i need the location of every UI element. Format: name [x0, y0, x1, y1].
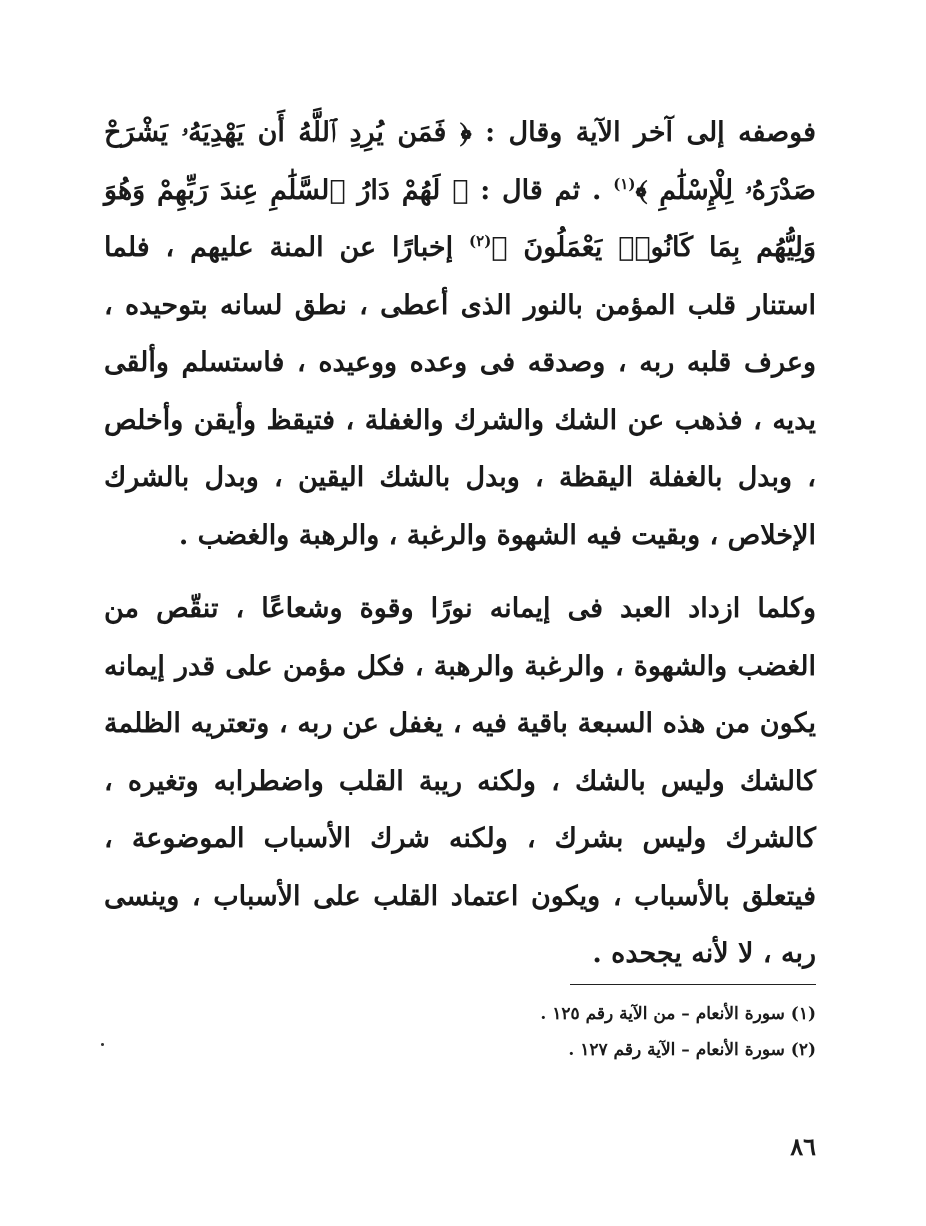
footnote-divider — [570, 984, 816, 985]
main-text — [104, 104, 816, 983]
footnote-ref-1: (١) — [613, 174, 636, 193]
scan-speck — [101, 1043, 104, 1046]
quran-verse-2: ﴿ لَهُمْ دَارُ ٱلسَّلَٰمِ عِندَ رَبِّهِمْ وَهُوَ وَلِيُّهُم بِمَا كَانُوا۟ يَعْمَلُونَ ﴾ — [104, 174, 817, 263]
quran-verse-1: ﴿ فَمَن يُرِدِ ٱللَّهُ أَن يَهْدِيَهُۥ يَشْرَحْ صَدْرَهُۥ لِلْإِسْلَٰمِ ﴾ — [104, 117, 816, 206]
paragraph-1-rest: إخبارًا عن المنة عليهم ، فلما استنار قلب المؤمن بالنور الذى أعطى ، نطق لسانه بتوحيده ، وعرف قلبه ربه ، وصدقه فى وعده ووعيده ، فاستسلم وألقى يديه ، فذهب عن الشك والشرك والغفلة ، فتيقظ وأيقن وأخلص ، وبدل بالغفلة اليقظة ، وبدل بالشك اليقين ، وبدل بالشرك الإخلاص ، وبقيت فيه الشهوة والرغبة ، والرهبة والغضب . — [104, 232, 816, 551]
footnote-ref-2: (٢) — [469, 232, 492, 250]
paragraph-1-intro: فوصفه إلى آخر الآية وقال : — [471, 117, 816, 148]
footnote-1: (١) سورة الأنعام – من الآية رقم ١٢٥ . — [540, 1004, 816, 1024]
paragraph-1-mid: . ثم قال : — [468, 174, 614, 206]
paragraph-2: وكلما ازداد العبد فى إيمانه نورًا وقوة وشعاعًا ، تنقّص من الغضب والشهوة ، والرغبة والرهبة ، فكل مؤمن على قدر إيمانه يكون من هذه السبعة باقية فيه ، يغفل عن ربه ، وتعتريه الظلمة كالشك وليس بالشك ، ولكنه ريبة القلب واضطرابه وتغيره ، كالشرك وليس بشرك ، ولكنه شرك الأسباب الموضوعة ، فيتعلق بالأسباب ، ويكون اعتماد القلب على الأسباب ، وينسى ربه ، لا لأنه يجحده . — [104, 593, 816, 969]
page-number: ٨٦ — [790, 1132, 816, 1161]
footnote-2: (٢) سورة الأنعام – الآية رقم ١٢٧ . — [568, 1040, 816, 1060]
paragraph-1 — [104, 104, 816, 564]
footnotes — [400, 996, 816, 1068]
